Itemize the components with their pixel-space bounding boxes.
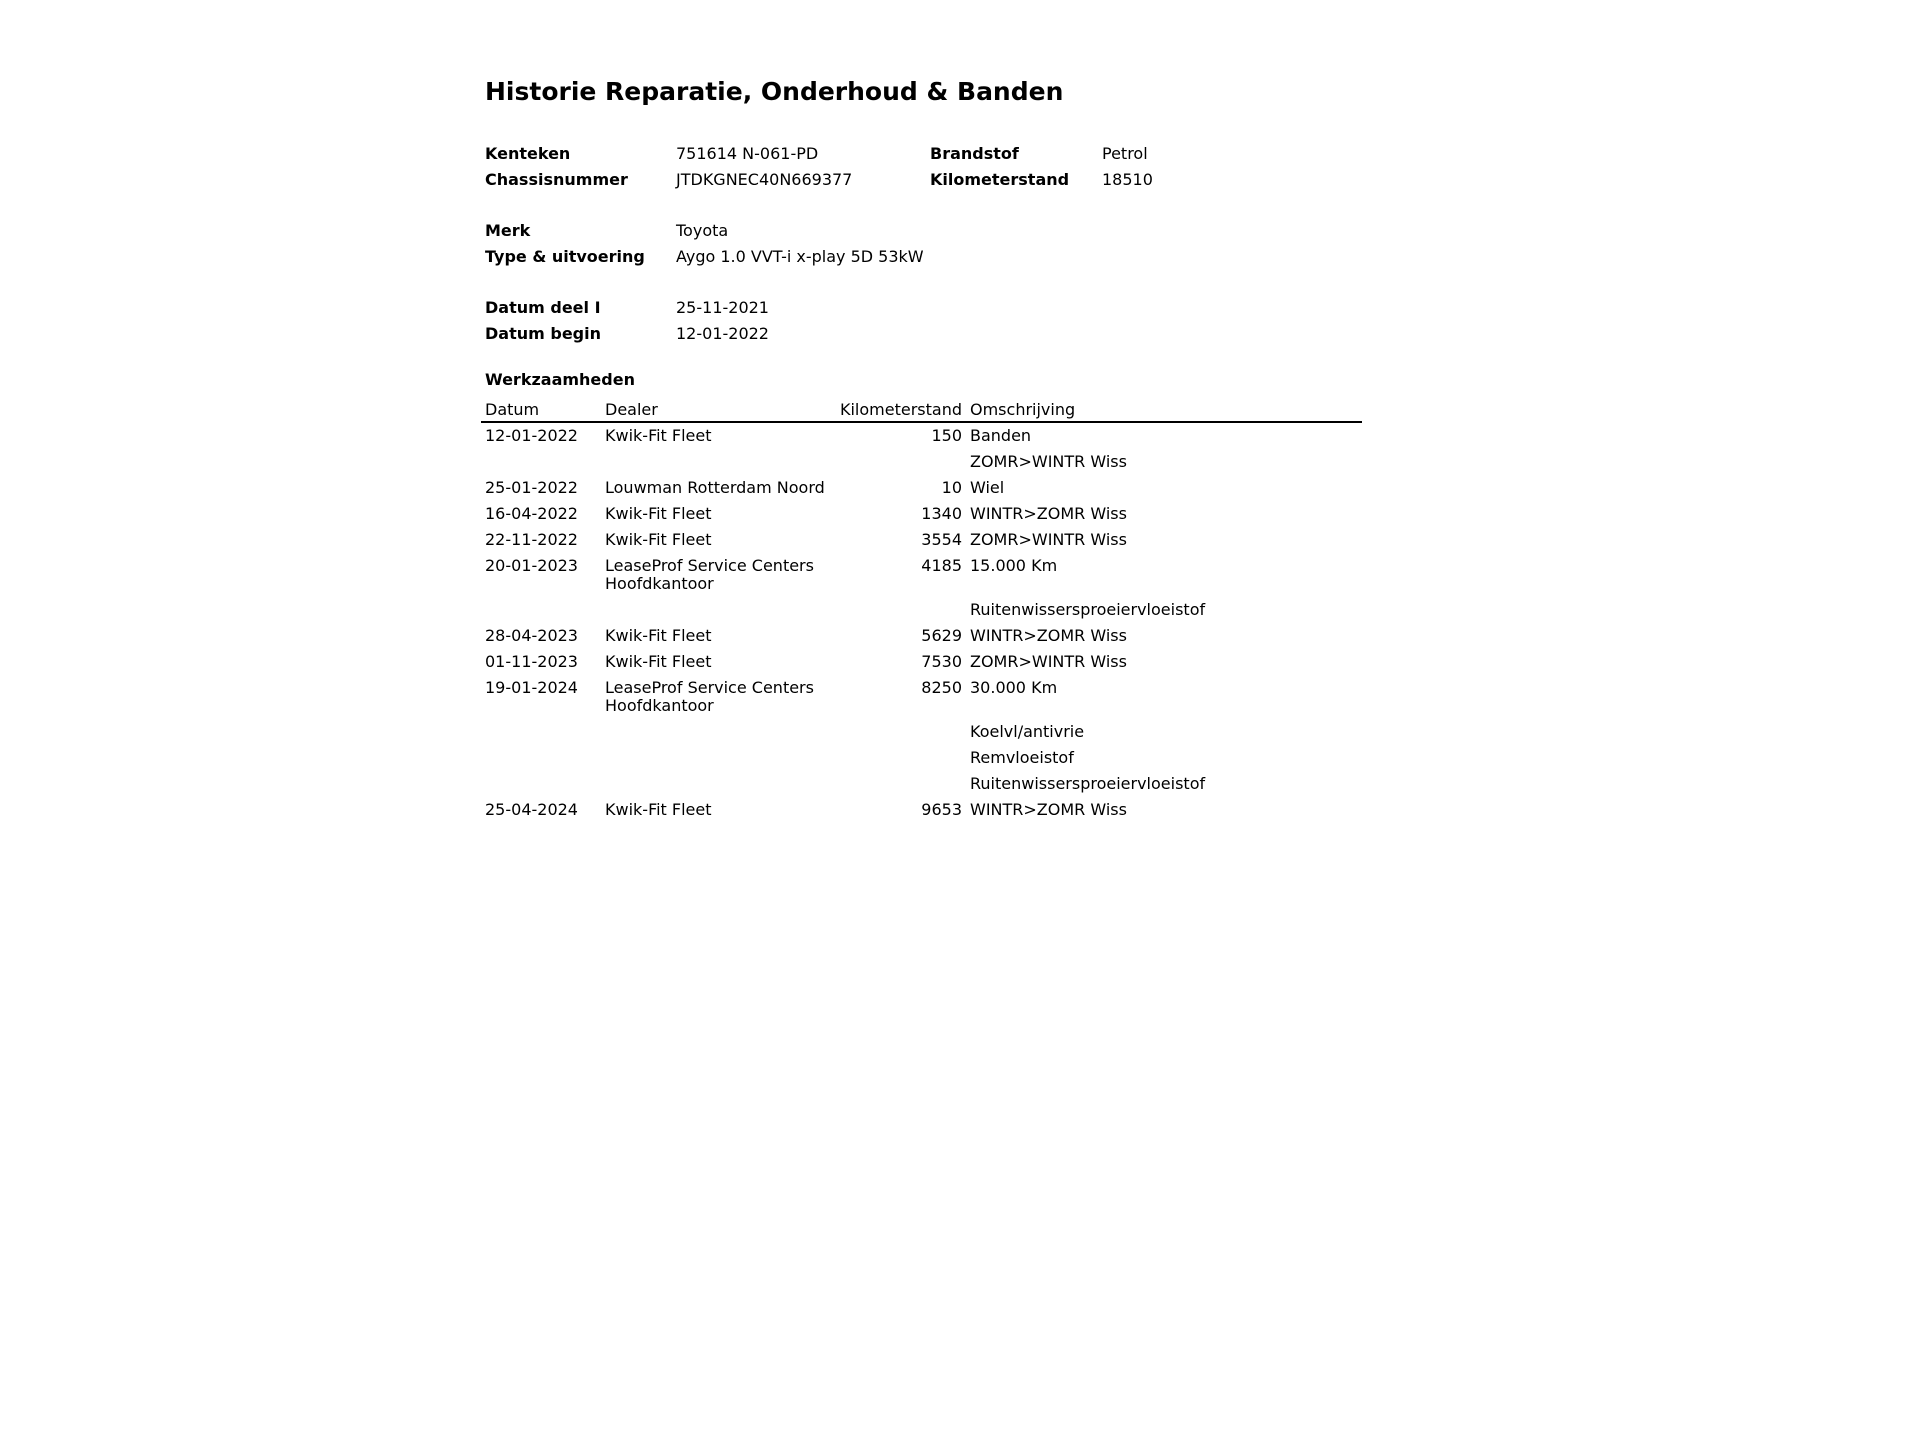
table-row — [481, 475, 1362, 501]
info-row-type — [485, 244, 1365, 270]
cell-omschrijving: Remvloeistof — [970, 748, 1074, 767]
cell-omschrijving: Koelvl/antivrie — [970, 722, 1085, 741]
cell-omschrijving: ZOMR>WINTR Wiss — [970, 530, 1127, 549]
cell-dealer — [601, 719, 831, 745]
cell-omschrijving: Ruitenwissersproeiervloeistof — [970, 774, 1206, 793]
work-table — [481, 397, 1362, 823]
cell-dealer: Kwik-Fit Fleet — [605, 530, 712, 549]
table-header-row — [481, 397, 1362, 422]
table-row — [481, 527, 1362, 553]
table-row — [481, 745, 1362, 771]
cell-dealer: Kwik-Fit Fleet — [605, 652, 712, 671]
cell-omschrijving: Wiel — [970, 478, 1005, 497]
kenteken-value: 751614 N-061-PD — [676, 144, 819, 163]
cell-dealer — [601, 597, 831, 623]
section-title-werkzaamheden: Werkzaamheden — [485, 370, 635, 389]
column-header-omschrijving: Omschrijving — [966, 397, 1362, 422]
cell-date: 22-11-2022 — [485, 530, 578, 549]
page-title: Historie Reparatie, Onderhoud & Banden — [485, 77, 1064, 106]
cell-dealer — [601, 745, 831, 771]
table-row — [481, 797, 1362, 823]
cell-omschrijving: WINTR>ZOMR Wiss — [970, 626, 1127, 645]
info-row-chassis — [485, 167, 1365, 193]
cell-kilometerstand — [831, 449, 966, 475]
vehicle-info — [485, 141, 1365, 193]
cell-kilometerstand: 8250 — [921, 678, 962, 697]
cell-date — [481, 719, 601, 745]
info-row-merk — [485, 218, 1365, 244]
table-row — [481, 597, 1362, 623]
table-row — [481, 623, 1362, 649]
type-label: Type & uitvoering — [485, 247, 645, 266]
kenteken-label: Kenteken — [485, 144, 571, 163]
cell-dealer: Kwik-Fit Fleet — [605, 800, 712, 819]
table-row — [481, 649, 1362, 675]
column-header-datum: Datum — [481, 397, 601, 422]
cell-date — [481, 597, 601, 623]
cell-kilometerstand: 7530 — [921, 652, 962, 671]
cell-dealer: Kwik-Fit Fleet — [605, 626, 712, 645]
cell-kilometerstand — [831, 719, 966, 745]
brandstof-value: Petrol — [1102, 144, 1148, 163]
cell-dealer — [601, 449, 831, 475]
cell-kilometerstand — [831, 745, 966, 771]
cell-dealer — [601, 771, 831, 797]
info-row-datum-begin — [485, 321, 1365, 347]
cell-omschrijving: WINTR>ZOMR Wiss — [970, 800, 1127, 819]
date-info — [485, 295, 1365, 347]
cell-kilometerstand: 1340 — [921, 504, 962, 523]
cell-date: 01-11-2023 — [485, 652, 578, 671]
cell-omschrijving: WINTR>ZOMR Wiss — [970, 504, 1127, 523]
cell-dealer: LeaseProf Service Centers Hoofdkantoor — [605, 556, 814, 593]
cell-date: 16-04-2022 — [485, 504, 578, 523]
info-row-datum-deel — [485, 295, 1365, 321]
table-row — [481, 771, 1362, 797]
chassis-value: JTDKGNEC40N669377 — [676, 170, 853, 189]
table-row — [481, 675, 1362, 719]
cell-date: 28-04-2023 — [485, 626, 578, 645]
table-row — [481, 553, 1362, 597]
cell-kilometerstand — [831, 771, 966, 797]
cell-dealer: Kwik-Fit Fleet — [605, 426, 712, 445]
cell-omschrijving: Ruitenwissersproeiervloeistof — [970, 600, 1206, 619]
cell-date: 12-01-2022 — [485, 426, 578, 445]
brandstof-label: Brandstof — [930, 144, 1019, 163]
table-row — [481, 449, 1362, 475]
document — [485, 72, 1365, 823]
cell-date — [481, 745, 601, 771]
cell-date — [481, 771, 601, 797]
merk-value: Toyota — [676, 221, 729, 240]
cell-omschrijving: Banden — [970, 426, 1032, 445]
cell-kilometerstand: 10 — [941, 478, 962, 497]
cell-dealer: Kwik-Fit Fleet — [605, 504, 712, 523]
cell-date — [481, 449, 601, 475]
cell-kilometerstand: 150 — [931, 426, 962, 445]
cell-omschrijving: ZOMR>WINTR Wiss — [970, 652, 1127, 671]
info-row-kenteken — [485, 141, 1365, 167]
datum-begin-label: Datum begin — [485, 324, 601, 343]
kilometerstand-label: Kilometerstand — [930, 170, 1070, 189]
chassis-label: Chassisnummer — [485, 170, 628, 189]
table-row — [481, 422, 1362, 449]
cell-date: 25-04-2024 — [485, 800, 578, 819]
cell-date: 19-01-2024 — [485, 678, 578, 697]
datum-deel-value: 25-11-2021 — [676, 298, 769, 317]
cell-kilometerstand: 5629 — [921, 626, 962, 645]
datum-deel-label: Datum deel I — [485, 298, 601, 317]
cell-dealer: LeaseProf Service Centers Hoofdkantoor — [605, 678, 814, 715]
datum-begin-value: 12-01-2022 — [676, 324, 769, 343]
merk-label: Merk — [485, 221, 531, 240]
column-header-dealer: Dealer — [601, 397, 831, 422]
cell-kilometerstand — [831, 597, 966, 623]
cell-date: 25-01-2022 — [485, 478, 578, 497]
table-body — [481, 422, 1362, 823]
cell-omschrijving: ZOMR>WINTR Wiss — [970, 452, 1127, 471]
cell-kilometerstand: 3554 — [921, 530, 962, 549]
cell-kilometerstand: 9653 — [921, 800, 962, 819]
cell-kilometerstand: 4185 — [921, 556, 962, 575]
table-row — [481, 719, 1362, 745]
cell-omschrijving: 30.000 Km — [970, 678, 1058, 697]
kilometerstand-value: 18510 — [1102, 170, 1153, 189]
table-row — [481, 501, 1362, 527]
column-header-kilometerstand: Kilometerstand — [831, 397, 966, 422]
cell-omschrijving: 15.000 Km — [970, 556, 1058, 575]
type-value: Aygo 1.0 VVT-i x-play 5D 53kW — [676, 247, 924, 266]
make-info — [485, 218, 1365, 270]
cell-date: 20-01-2023 — [485, 556, 578, 575]
cell-dealer: Louwman Rotterdam Noord — [605, 478, 825, 497]
